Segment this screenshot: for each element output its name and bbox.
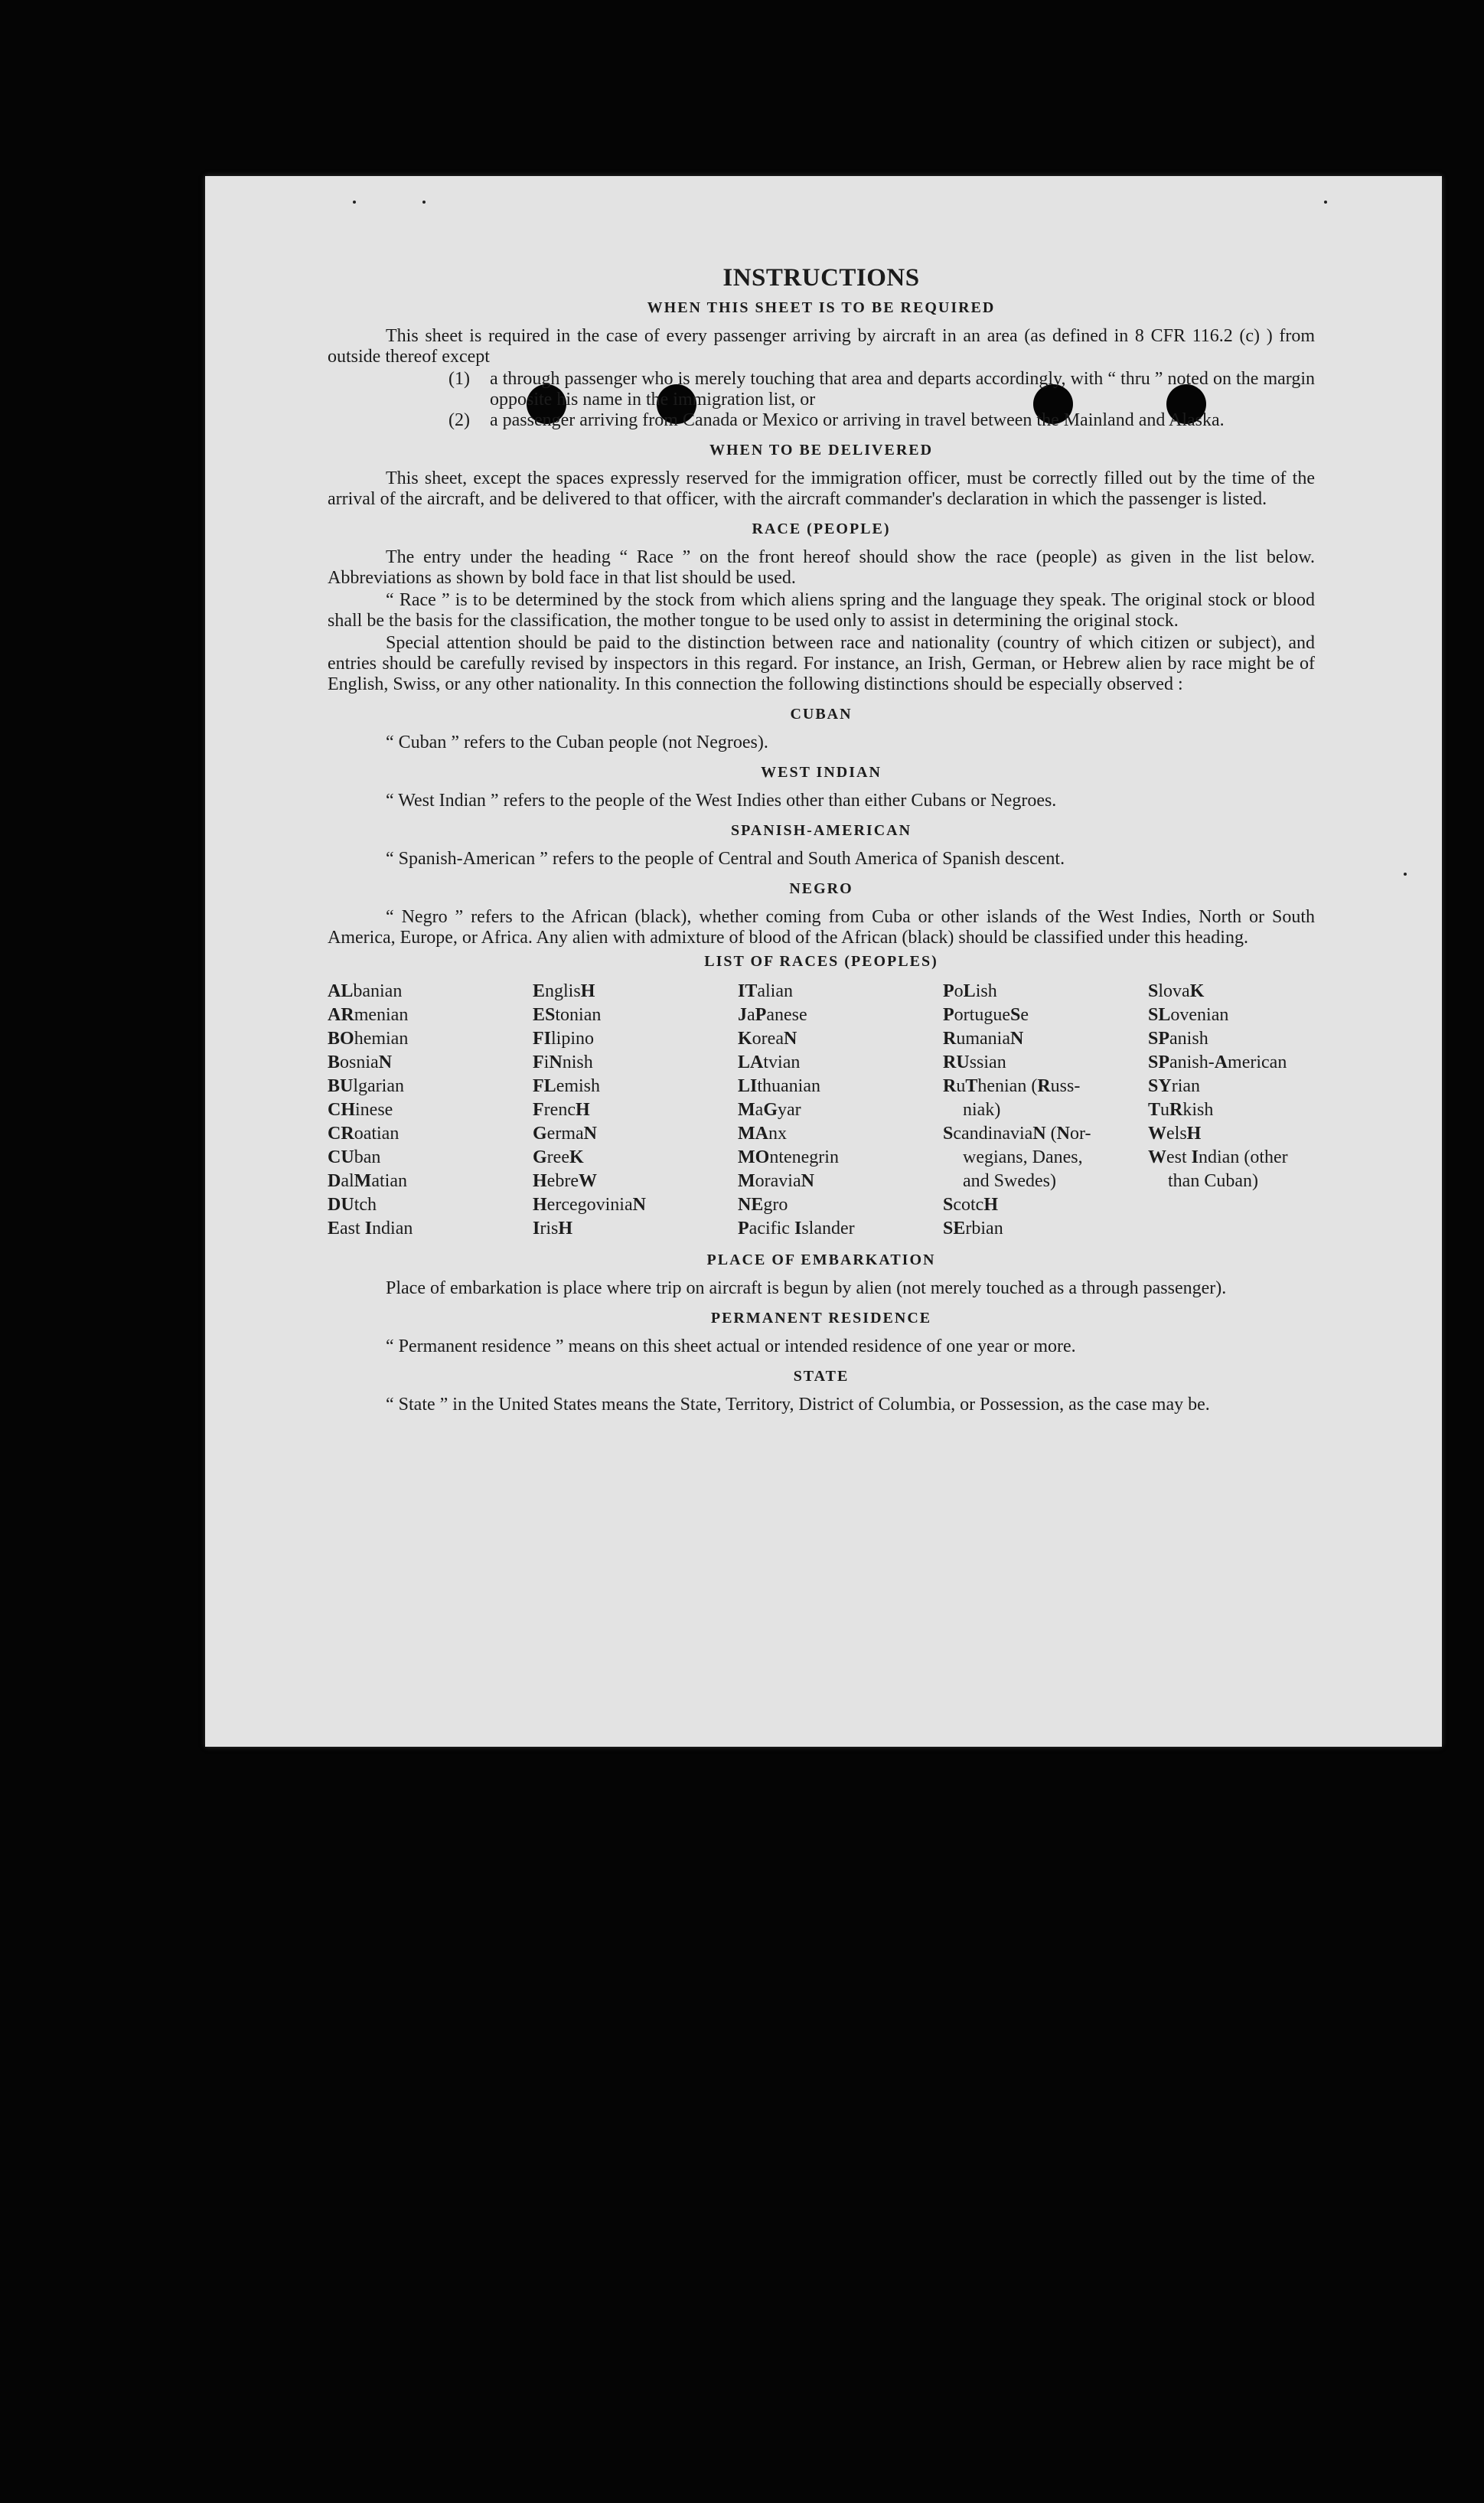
paragraph: “ Cuban ” refers to the Cuban people (not Negroes). <box>386 733 768 752</box>
race-entry: GermaN <box>533 1124 597 1144</box>
race-entry: CHinese <box>328 1100 393 1120</box>
heading-west-indian: WEST INDIAN <box>761 764 882 781</box>
race-entry: MOntenegrin <box>738 1147 839 1167</box>
paragraph: Special attention should be paid to the distinction between race and nationality (country of which citizen or subject), and entries should be carefully revised by inspectors in this regard. For instance, an Irish, German, or Hebrew alien by race might be of English, Swiss, or any other nationality. In this connection the following distinctions should be especially observed : <box>328 633 1315 694</box>
race-entry: PoLish <box>943 981 997 1001</box>
race-entry: SPanish <box>1148 1029 1208 1049</box>
item-number: (1) <box>448 369 470 389</box>
paragraph: Place of embarkation is place where trip on aircraft is begun by alien (not merely touched as a through passenger). <box>386 1278 1227 1298</box>
race-entry: FrencH <box>533 1100 590 1120</box>
race-entry: HercegoviniaN <box>533 1195 646 1215</box>
race-entry: DUtch <box>328 1195 377 1215</box>
race-entry: EnglisH <box>533 981 595 1001</box>
speck-mark <box>422 201 426 204</box>
race-entry: ScandinaviaN (Nor- <box>943 1124 1091 1144</box>
race-entry: KoreaN <box>738 1029 797 1049</box>
race-entry: GreeK <box>533 1147 584 1167</box>
race-entry: FiNnish <box>533 1052 593 1072</box>
race-entry: SPanish-American <box>1148 1052 1287 1072</box>
race-entry: LAtvian <box>738 1052 801 1072</box>
speck-mark <box>1324 201 1327 204</box>
race-entry: MoraviaN <box>738 1171 814 1191</box>
race-entry: ScotcH <box>943 1195 999 1215</box>
heading-when-required: WHEN THIS SHEET IS TO BE REQUIRED <box>647 299 996 316</box>
races-list <box>328 980 1315 1241</box>
race-entry: niak) <box>963 1100 1001 1120</box>
race-entry: SlovaK <box>1148 981 1205 1001</box>
race-entry: ARmenian <box>328 1005 409 1025</box>
races-column <box>943 980 1148 1241</box>
race-entry: EStonian <box>533 1005 602 1025</box>
heading-race: RACE (PEOPLE) <box>752 521 891 537</box>
race-entry: LIthuanian <box>738 1076 820 1096</box>
list-item <box>448 369 1315 410</box>
races-column <box>1148 980 1315 1241</box>
race-entry: MAnx <box>738 1124 787 1144</box>
race-entry: ITalian <box>738 981 793 1001</box>
item-text: a passenger arriving from Canada or Mexico or arriving in travel between the Mainland and Alaska. <box>490 410 1225 430</box>
paragraph: “ Negro ” refers to the African (black), whether coming from Cuba or other islands of the West Indies, North or South America, Europe, or Africa. Any alien with admixture of blood of the African (black) should be classified under this heading. <box>328 907 1315 948</box>
heading-cuban: CUBAN <box>790 706 853 723</box>
race-entry: RuThenian (Russ- <box>943 1076 1081 1096</box>
item-number: (2) <box>448 410 470 430</box>
heading-spanish-american: SPANISH-AMERICAN <box>730 822 912 839</box>
race-entry: BOhemian <box>328 1029 409 1049</box>
race-entry: RUssian <box>943 1052 1006 1072</box>
race-entry: NEgro <box>738 1195 788 1215</box>
race-entry: CRoatian <box>328 1124 400 1144</box>
race-entry: BUlgarian <box>328 1076 404 1096</box>
race-entry: FIlipino <box>533 1029 595 1049</box>
race-entry: Pacific Islander <box>738 1219 855 1238</box>
heading-state: STATE <box>793 1368 850 1385</box>
heading-embarkation: PLACE OF EMBARKATION <box>706 1252 936 1268</box>
race-entry: ALbanian <box>328 981 403 1001</box>
race-entry: wegians, Danes, <box>963 1147 1083 1167</box>
speck-mark <box>1404 873 1407 876</box>
race-entry: MaGyar <box>738 1100 801 1120</box>
instructions-content <box>328 262 1315 1417</box>
race-entry: West Indian (other <box>1148 1147 1288 1167</box>
race-entry: WelsH <box>1148 1124 1202 1144</box>
race-entry: DalMatian <box>328 1171 407 1191</box>
heading-permanent-residence: PERMANENT RESIDENCE <box>710 1310 932 1327</box>
page-title: INSTRUCTIONS <box>722 264 920 292</box>
races-column <box>328 980 533 1241</box>
race-entry: SErbian <box>943 1219 1003 1238</box>
races-column <box>533 980 738 1241</box>
heading-negro: NEGRO <box>789 880 853 897</box>
list-item <box>448 410 1315 431</box>
race-entry: than Cuban) <box>1168 1171 1258 1191</box>
paragraph: The entry under the heading “ Race ” on the front hereof should show the race (people) as given in the list below. Abbreviations as shown by bold face in that list should be used. <box>328 547 1315 588</box>
item-text: a through passenger who is merely touching that area and departs accordingly, with “ thru ” noted on the margin opposite his name in the immigration list, or <box>490 369 1315 410</box>
race-entry: FLemish <box>533 1076 601 1096</box>
heading-list-of-races: LIST OF RACES (PEOPLES) <box>704 953 938 970</box>
race-entry: IrisH <box>533 1219 573 1238</box>
race-entry: JaPanese <box>738 1005 807 1025</box>
race-entry: HebreW <box>533 1171 597 1191</box>
race-entry: East Indian <box>328 1219 413 1238</box>
race-entry: BosniaN <box>328 1052 393 1072</box>
races-column <box>738 980 943 1241</box>
race-entry: SYrian <box>1148 1076 1201 1096</box>
race-entry: PortugueSe <box>943 1005 1029 1025</box>
race-entry: RumaniaN <box>943 1029 1024 1049</box>
race-entry: SLovenian <box>1148 1005 1229 1025</box>
heading-when-delivered: WHEN TO BE DELIVERED <box>709 442 934 459</box>
paragraph: “ Spanish-American ” refers to the people of Central and South America of Spanish descent. <box>386 849 1065 869</box>
paragraph: “ West Indian ” refers to the people of the West Indies other than either Cubans or Negroes. <box>386 791 1057 811</box>
paragraph: This sheet, except the spaces expressly reserved for the immigration officer, must be correctly filled out by the time of the arrival of the aircraft, and be delivered to that officer, with the aircraft commander's declaration in which the passenger is listed. <box>328 468 1315 509</box>
speck-mark <box>353 201 356 204</box>
race-entry: and Swedes) <box>963 1171 1056 1191</box>
paragraph: “ Race ” is to be determined by the stock from which aliens spring and the language they speak. The original stock or blood shall be the basis for the classification, the mother tongue to be used only to assist in determining the original stock. <box>328 590 1315 631</box>
paragraph: This sheet is required in the case of every passenger arriving by aircraft in an area (as defined in 8 CFR 116.2 (c) ) from outside thereof except <box>328 326 1315 367</box>
paragraph: “ Permanent residence ” means on this sheet actual or intended residence of one year or more. <box>386 1336 1076 1356</box>
race-entry: CUban <box>328 1147 381 1167</box>
race-entry: TuRkish <box>1148 1100 1214 1120</box>
paragraph: “ State ” in the United States means the State, Territory, District of Columbia, or Possession, as the case may be. <box>386 1395 1210 1415</box>
